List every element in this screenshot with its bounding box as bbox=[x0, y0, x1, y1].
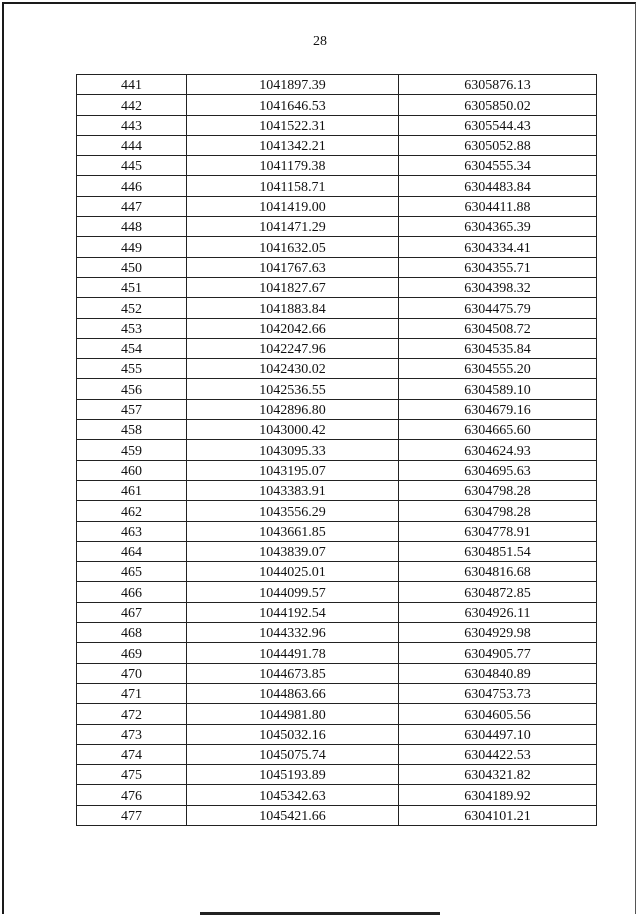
table-row bbox=[77, 582, 597, 602]
x-coordinate-cell: 1042042.66 bbox=[187, 318, 399, 338]
y-coordinate-cell: 6304679.16 bbox=[399, 399, 597, 419]
x-coordinate-cell: 1041342.21 bbox=[187, 135, 399, 155]
point-number-cell: 441 bbox=[77, 75, 187, 95]
table-row bbox=[77, 237, 597, 257]
point-number-cell: 451 bbox=[77, 277, 187, 297]
point-number-cell: 450 bbox=[77, 257, 187, 277]
y-coordinate-cell: 6304101.21 bbox=[399, 805, 597, 825]
point-number-cell: 463 bbox=[77, 521, 187, 541]
y-coordinate-cell: 6304589.10 bbox=[399, 379, 597, 399]
x-coordinate-cell: 1045342.63 bbox=[187, 785, 399, 805]
point-number-cell: 442 bbox=[77, 95, 187, 115]
point-number-cell: 461 bbox=[77, 480, 187, 500]
x-coordinate-cell: 1042536.55 bbox=[187, 379, 399, 399]
y-coordinate-cell: 6304798.28 bbox=[399, 501, 597, 521]
point-number-cell: 472 bbox=[77, 704, 187, 724]
y-coordinate-cell: 6304508.72 bbox=[399, 318, 597, 338]
point-number-cell: 458 bbox=[77, 420, 187, 440]
x-coordinate-cell: 1041158.71 bbox=[187, 176, 399, 196]
table-row bbox=[77, 217, 597, 237]
coordinates-table bbox=[76, 74, 597, 826]
point-number-cell: 448 bbox=[77, 217, 187, 237]
y-coordinate-cell: 6304321.82 bbox=[399, 765, 597, 785]
y-coordinate-cell: 6305052.88 bbox=[399, 135, 597, 155]
point-number-cell: 473 bbox=[77, 724, 187, 744]
x-coordinate-cell: 1044099.57 bbox=[187, 582, 399, 602]
y-coordinate-cell: 6304334.41 bbox=[399, 237, 597, 257]
y-coordinate-cell: 6304365.39 bbox=[399, 217, 597, 237]
x-coordinate-cell: 1041827.67 bbox=[187, 277, 399, 297]
x-coordinate-cell: 1044025.01 bbox=[187, 562, 399, 582]
table-row bbox=[77, 420, 597, 440]
y-coordinate-cell: 6304798.28 bbox=[399, 480, 597, 500]
table-row bbox=[77, 765, 597, 785]
y-coordinate-cell: 6304624.93 bbox=[399, 440, 597, 460]
y-coordinate-cell: 6304840.89 bbox=[399, 663, 597, 683]
x-coordinate-cell: 1042247.96 bbox=[187, 338, 399, 358]
table-row bbox=[77, 298, 597, 318]
point-number-cell: 476 bbox=[77, 785, 187, 805]
table-row bbox=[77, 460, 597, 480]
coordinates-table-body bbox=[77, 75, 597, 826]
point-number-cell: 459 bbox=[77, 440, 187, 460]
scan-edge-mark bbox=[200, 912, 440, 915]
point-number-cell: 445 bbox=[77, 156, 187, 176]
x-coordinate-cell: 1044673.85 bbox=[187, 663, 399, 683]
table-row bbox=[77, 785, 597, 805]
point-number-cell: 457 bbox=[77, 399, 187, 419]
point-number-cell: 443 bbox=[77, 115, 187, 135]
point-number-cell: 475 bbox=[77, 765, 187, 785]
point-number-cell: 464 bbox=[77, 541, 187, 561]
x-coordinate-cell: 1045193.89 bbox=[187, 765, 399, 785]
table-row bbox=[77, 257, 597, 277]
y-coordinate-cell: 6304872.85 bbox=[399, 582, 597, 602]
y-coordinate-cell: 6304411.88 bbox=[399, 196, 597, 216]
point-number-cell: 452 bbox=[77, 298, 187, 318]
point-number-cell: 460 bbox=[77, 460, 187, 480]
table-row bbox=[77, 359, 597, 379]
coordinates-table-container bbox=[76, 74, 596, 826]
y-coordinate-cell: 6304355.71 bbox=[399, 257, 597, 277]
table-row bbox=[77, 196, 597, 216]
x-coordinate-cell: 1044192.54 bbox=[187, 602, 399, 622]
point-number-cell: 474 bbox=[77, 744, 187, 764]
y-coordinate-cell: 6304189.92 bbox=[399, 785, 597, 805]
point-number-cell: 477 bbox=[77, 805, 187, 825]
table-row bbox=[77, 156, 597, 176]
point-number-cell: 465 bbox=[77, 562, 187, 582]
table-row bbox=[77, 643, 597, 663]
table-row bbox=[77, 95, 597, 115]
table-row bbox=[77, 338, 597, 358]
y-coordinate-cell: 6304497.10 bbox=[399, 724, 597, 744]
table-row bbox=[77, 318, 597, 338]
point-number-cell: 468 bbox=[77, 623, 187, 643]
point-number-cell: 446 bbox=[77, 176, 187, 196]
x-coordinate-cell: 1041471.29 bbox=[187, 217, 399, 237]
table-row bbox=[77, 440, 597, 460]
x-coordinate-cell: 1042430.02 bbox=[187, 359, 399, 379]
x-coordinate-cell: 1041419.00 bbox=[187, 196, 399, 216]
x-coordinate-cell: 1041646.53 bbox=[187, 95, 399, 115]
table-row bbox=[77, 399, 597, 419]
point-number-cell: 454 bbox=[77, 338, 187, 358]
table-row bbox=[77, 135, 597, 155]
x-coordinate-cell: 1044491.78 bbox=[187, 643, 399, 663]
table-row bbox=[77, 541, 597, 561]
x-coordinate-cell: 1041883.84 bbox=[187, 298, 399, 318]
y-coordinate-cell: 6305850.02 bbox=[399, 95, 597, 115]
page-number: 28 bbox=[313, 34, 327, 49]
table-row bbox=[77, 683, 597, 703]
point-number-cell: 449 bbox=[77, 237, 187, 257]
x-coordinate-cell: 1045075.74 bbox=[187, 744, 399, 764]
y-coordinate-cell: 6304753.73 bbox=[399, 683, 597, 703]
y-coordinate-cell: 6304665.60 bbox=[399, 420, 597, 440]
x-coordinate-cell: 1044332.96 bbox=[187, 623, 399, 643]
point-number-cell: 453 bbox=[77, 318, 187, 338]
point-number-cell: 455 bbox=[77, 359, 187, 379]
y-coordinate-cell: 6305544.43 bbox=[399, 115, 597, 135]
x-coordinate-cell: 1041522.31 bbox=[187, 115, 399, 135]
point-number-cell: 444 bbox=[77, 135, 187, 155]
x-coordinate-cell: 1044981.80 bbox=[187, 704, 399, 724]
x-coordinate-cell: 1042896.80 bbox=[187, 399, 399, 419]
table-row bbox=[77, 277, 597, 297]
x-coordinate-cell: 1041897.39 bbox=[187, 75, 399, 95]
y-coordinate-cell: 6304605.56 bbox=[399, 704, 597, 724]
y-coordinate-cell: 6304695.63 bbox=[399, 460, 597, 480]
table-row bbox=[77, 562, 597, 582]
y-coordinate-cell: 6304535.84 bbox=[399, 338, 597, 358]
y-coordinate-cell: 6305876.13 bbox=[399, 75, 597, 95]
point-number-cell: 469 bbox=[77, 643, 187, 663]
x-coordinate-cell: 1043556.29 bbox=[187, 501, 399, 521]
x-coordinate-cell: 1044863.66 bbox=[187, 683, 399, 703]
x-coordinate-cell: 1043095.33 bbox=[187, 440, 399, 460]
y-coordinate-cell: 6304926.11 bbox=[399, 602, 597, 622]
table-row bbox=[77, 805, 597, 825]
x-coordinate-cell: 1045421.66 bbox=[187, 805, 399, 825]
point-number-cell: 447 bbox=[77, 196, 187, 216]
table-row bbox=[77, 623, 597, 643]
table-row bbox=[77, 379, 597, 399]
point-number-cell: 462 bbox=[77, 501, 187, 521]
table-row bbox=[77, 521, 597, 541]
y-coordinate-cell: 6304475.79 bbox=[399, 298, 597, 318]
y-coordinate-cell: 6304555.20 bbox=[399, 359, 597, 379]
y-coordinate-cell: 6304398.32 bbox=[399, 277, 597, 297]
y-coordinate-cell: 6304929.98 bbox=[399, 623, 597, 643]
table-row bbox=[77, 724, 597, 744]
point-number-cell: 471 bbox=[77, 683, 187, 703]
x-coordinate-cell: 1041632.05 bbox=[187, 237, 399, 257]
table-row bbox=[77, 75, 597, 95]
x-coordinate-cell: 1043661.85 bbox=[187, 521, 399, 541]
x-coordinate-cell: 1043195.07 bbox=[187, 460, 399, 480]
point-number-cell: 456 bbox=[77, 379, 187, 399]
y-coordinate-cell: 6304816.68 bbox=[399, 562, 597, 582]
y-coordinate-cell: 6304851.54 bbox=[399, 541, 597, 561]
table-row bbox=[77, 115, 597, 135]
y-coordinate-cell: 6304555.34 bbox=[399, 156, 597, 176]
point-number-cell: 470 bbox=[77, 663, 187, 683]
y-coordinate-cell: 6304483.84 bbox=[399, 176, 597, 196]
y-coordinate-cell: 6304905.77 bbox=[399, 643, 597, 663]
table-row bbox=[77, 602, 597, 622]
x-coordinate-cell: 1043383.91 bbox=[187, 480, 399, 500]
table-row bbox=[77, 176, 597, 196]
x-coordinate-cell: 1043839.07 bbox=[187, 541, 399, 561]
x-coordinate-cell: 1045032.16 bbox=[187, 724, 399, 744]
table-row bbox=[77, 663, 597, 683]
table-row bbox=[77, 480, 597, 500]
x-coordinate-cell: 1041179.38 bbox=[187, 156, 399, 176]
table-row bbox=[77, 501, 597, 521]
y-coordinate-cell: 6304778.91 bbox=[399, 521, 597, 541]
table-row bbox=[77, 704, 597, 724]
x-coordinate-cell: 1041767.63 bbox=[187, 257, 399, 277]
point-number-cell: 467 bbox=[77, 602, 187, 622]
x-coordinate-cell: 1043000.42 bbox=[187, 420, 399, 440]
table-row bbox=[77, 744, 597, 764]
y-coordinate-cell: 6304422.53 bbox=[399, 744, 597, 764]
point-number-cell: 466 bbox=[77, 582, 187, 602]
